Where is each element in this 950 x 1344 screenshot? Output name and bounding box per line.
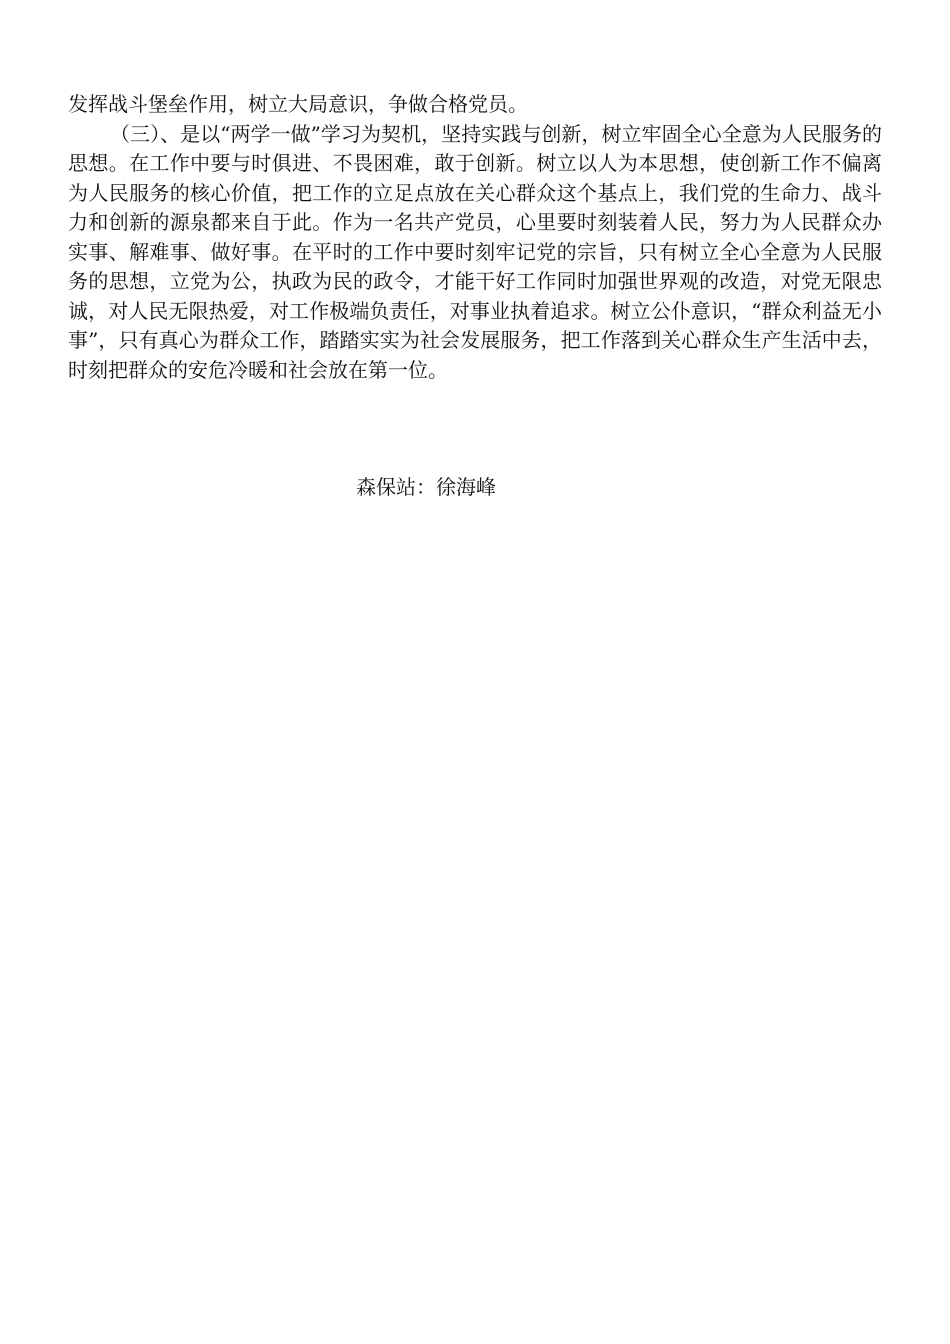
signature-line: 森保站：徐海峰	[356, 475, 496, 499]
paragraph-continuation: 发挥战斗堡垒作用，树立大局意识，争做合格党员。	[68, 92, 528, 116]
document-body	[68, 90, 882, 385]
paragraph-section-three: （三）、是以“两学一做”学习为契机，坚持实践与创新，树立牢固全心全意为人民服务的思想。在工作中要与时俱进、不畏困难，敢于创新。树立以人为本思想，使创新工作不偏离为人民服务的核心价值，把工作的立足点放在关心群众这个基点上，我们党的生命力、战斗力和创新的源泉都来自于此。作为一名共产党员，心里要时刻装着人民，努力为人民群众办实事、解难事、做好事。在平时的工作中要时刻牢记党的宗旨，只有树立全心全意为人民服务的思想，立党为公，执政为民的政令，才能干好工作同时加强世界观的改造，对党无限忠诚，对人民无限热爱，对工作极端负责任，对事业执着追求。树立公仆意识，“群众利益无小事”，只有真心为群众工作，踏踏实实为社会发展服务，把工作落到关心群众生产生活中去，时刻把群众的安危冷暖和社会放在第一位。	[68, 121, 882, 382]
